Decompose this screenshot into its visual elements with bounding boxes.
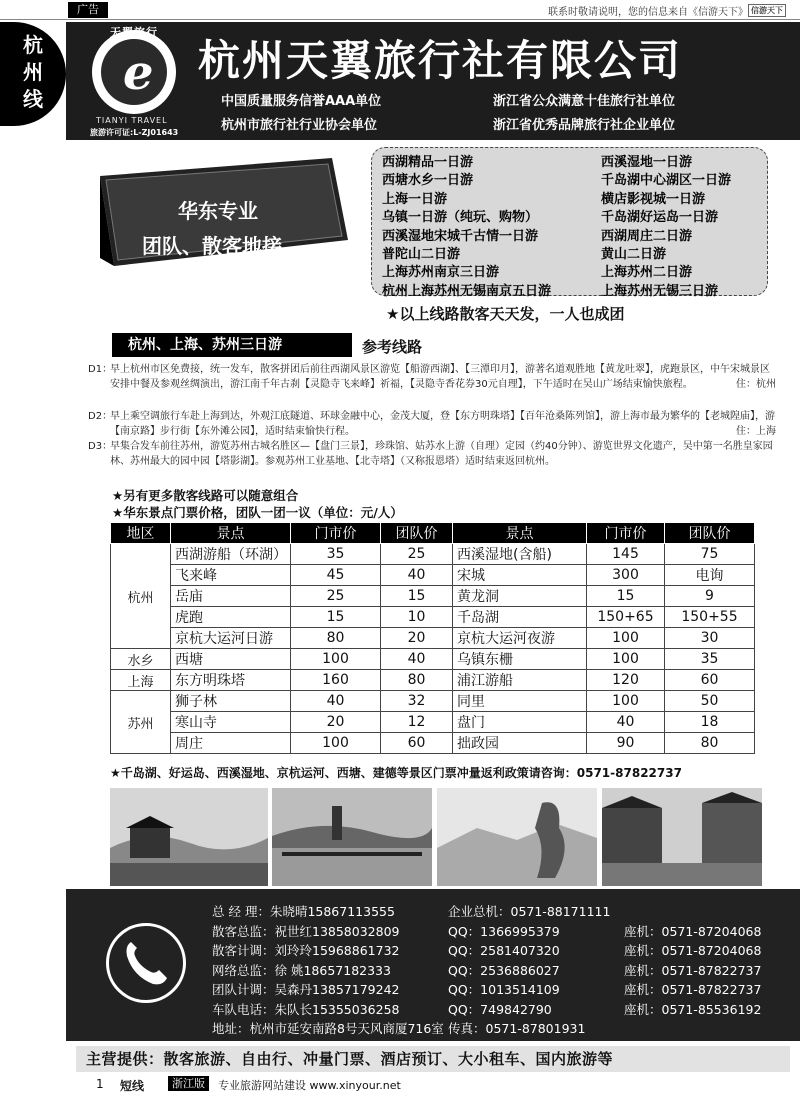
price-cell: 30 [665, 628, 755, 649]
price-cell: 50 [665, 691, 755, 712]
west-lake-photo [272, 788, 432, 886]
logo-letter: e [123, 45, 154, 101]
section-name: 短线 [120, 1079, 145, 1093]
price-cell: 15 [381, 586, 453, 607]
honor-item: 浙江省公众满意十佳旅行社单位 [493, 94, 676, 109]
column-header: 景点 [453, 523, 587, 544]
day-text: 早集合发车前往苏州，游览苏州古城名胜区—【盘门三景】，珍珠馆、姑苏水上游（自理）定园（约40分钟）、游览世界文化遗产，吴中第一名胜皇家园林、苏州最大的园中园【塔影湖】。参观苏州工业基地、【北寺塔】（又称报恩塔）适时结束返回杭州。 [110, 441, 773, 467]
website-text: 专业旅游网站建设 www.xinyour.net [218, 1079, 401, 1092]
price-cell: 32 [381, 691, 453, 712]
table-row [111, 607, 755, 628]
attraction-cell: 乌镇东栅 [453, 649, 587, 670]
price-cell: 80 [291, 628, 381, 649]
route-item: 西湖周庄二日游 [601, 228, 693, 244]
price-cell: 40 [587, 712, 665, 733]
water-town-photo [602, 788, 762, 886]
price-cell: 120 [587, 670, 665, 691]
price-cell: 18 [665, 712, 755, 733]
table-row [111, 628, 755, 649]
attraction-cell: 飞来峰 [171, 565, 291, 586]
price-cell: 80 [665, 733, 755, 754]
contact-field: 散客总监：祝世红13858032809 [212, 923, 400, 939]
contact-field: 传真：0571-87801931 [448, 1021, 586, 1036]
day-label: D3： [88, 441, 113, 452]
price-cell: 60 [665, 670, 755, 691]
route-item: 普陀山二日游 [382, 247, 461, 262]
price-cell: 300 [587, 565, 665, 586]
services-banner: 主营提供：散客旅游、自由行、冲量门票、酒店预订、大小租车、国内旅游等 [76, 1046, 790, 1072]
attraction-cell: 同里 [453, 691, 587, 712]
contact-field: 地址：杭州市延安南路8号天风商厦716室 [212, 1021, 444, 1036]
day-label: D1： [88, 364, 113, 375]
contact-field: 座机：0571-87822737 [624, 962, 762, 978]
license-number: 旅游许可证:L-ZJ01643 [90, 128, 179, 137]
bottom-bar [0, 1075, 800, 1093]
attraction-cell: 京杭大运河日游 [171, 628, 291, 649]
attraction-cell: 岳庙 [171, 586, 291, 607]
day-text: 早上杭州市区免费接，统一发车，散客拼团后前往西湖风景区游览【船游西湖】、【三潭印月】，游著名道观胜地【黄龙吐翠】，虎跑景区，中午宋城景区安排中餐及参观丝绸演出，游江南千年古刹【灵隐寺飞来峰】祈福，【灵隐寺香花券30元自理】，下午适时在吴山广场结束愉快旅程。 [110, 364, 770, 390]
itinerary-title: 杭州、上海、苏州三日游 [112, 333, 352, 357]
table-row [111, 712, 755, 733]
ad-tag: 广告 [68, 2, 108, 18]
table-row [111, 544, 755, 565]
attraction-cell: 周庄 [171, 733, 291, 754]
price-cell: 20 [291, 712, 381, 733]
attraction-cell: 寒山寺 [171, 712, 291, 733]
column-header: 景点 [171, 523, 291, 544]
price-cell: 160 [291, 670, 381, 691]
column-header: 团队价 [665, 523, 755, 544]
itinerary-day [88, 362, 776, 392]
itinerary-day [88, 439, 776, 469]
price-cell: 150+65 [587, 607, 665, 628]
region-cell: 上海 [111, 670, 171, 691]
attraction-cell: 黄龙洞 [453, 586, 587, 607]
route-item: 西塘水乡一日游 [382, 173, 474, 189]
arrow-right-icon [340, 333, 352, 357]
region-cell: 杭州 [111, 544, 171, 649]
price-cell: 100 [291, 649, 381, 670]
attraction-cell: 狮子林 [171, 691, 291, 712]
route-item: 乌镇一日游（纯玩、购物） [382, 210, 539, 226]
table-row [111, 586, 755, 607]
price-cell: 25 [291, 586, 381, 607]
price-cell: 15 [587, 586, 665, 607]
column-header: 门市价 [291, 523, 381, 544]
contact-footer [66, 889, 800, 1041]
route-item: 上海一日游 [382, 191, 448, 207]
contact-field: QQ：2581407320 [448, 943, 560, 958]
day-lodging: 住：杭州 [736, 379, 776, 390]
company-logo [92, 30, 176, 114]
attraction-cell: 拙政园 [453, 733, 587, 754]
contact-field: 企业总机：0571-88171111 [448, 904, 611, 919]
honor-item: 中国质量服务信誉AAA单位 [221, 94, 382, 109]
contact-field: QQ：1366995379 [448, 923, 560, 939]
price-cell: 150+55 [665, 607, 755, 628]
rock-pillar-photo [437, 788, 597, 886]
column-header: 地区 [111, 523, 171, 544]
attraction-cell: 宋城 [453, 565, 587, 586]
price-cell: 40 [381, 649, 453, 670]
page-number: 1 [96, 1077, 104, 1091]
ticket-price-table [110, 522, 755, 754]
attraction-cell: 盘门 [453, 712, 587, 733]
source-notice: 联系时敬请说明，您的信息来自《信游天下》 [548, 7, 748, 18]
price-cell: 100 [587, 628, 665, 649]
route-item: 西溪湿地宋城千古情一日游 [382, 228, 539, 244]
contact-field: 散客计调：刘玲玲15968861732 [212, 943, 400, 958]
table-row [111, 649, 755, 670]
column-header: 门市价 [587, 523, 665, 544]
price-cell: 9 [665, 586, 755, 607]
price-cell: 电询 [665, 565, 755, 586]
price-cell: 35 [291, 544, 381, 565]
day-text: 早上乘空调旅行车赴上海到达，外观江底隧道、环球金融中心，金茂大厦，登【东方明珠塔】【百年沧桑陈列馆】，游上海市最为繁华的【老城隍庙】，游【南京路】步行街【东外滩公园】，适时结束愉快行程。 [110, 411, 775, 437]
price-cell: 75 [665, 544, 755, 565]
logo-cn-text: 天翼旅行 [110, 26, 158, 39]
table-header-row [111, 523, 755, 544]
table-row [111, 670, 755, 691]
price-cell: 20 [381, 628, 453, 649]
attraction-cell: 千岛湖 [453, 607, 587, 628]
price-cell: 80 [381, 670, 453, 691]
price-cell: 145 [587, 544, 665, 565]
route-item: 西溪湿地一日游 [601, 155, 693, 170]
table-row [111, 691, 755, 712]
price-cell: 100 [587, 691, 665, 712]
promo-line: ★千岛湖、好运岛、西溪湿地、京杭运河、西塘、建德等景区门票冲量返利政策请咨询：0571-87822737 [110, 766, 682, 780]
side-tab-label: 杭 州 线 [23, 33, 43, 111]
route-item: 横店影视城一日游 [601, 191, 706, 207]
edition-badge: 浙江版 [168, 1076, 209, 1091]
price-cell: 40 [381, 565, 453, 586]
price-cell: 10 [381, 607, 453, 628]
contact-field: 座机：0571-87822737 [624, 982, 762, 997]
contact-field: QQ：2536886027 [448, 962, 560, 978]
banner-subtitle: 团队、散客地接 [142, 234, 282, 258]
price-cell: 25 [381, 544, 453, 565]
phone-icon [106, 923, 186, 1003]
route-side-tab [0, 22, 66, 126]
attraction-cell: 西塘 [171, 649, 291, 670]
attraction-cell: 虎跑 [171, 607, 291, 628]
route-item: 西湖精品一日游 [382, 155, 474, 170]
contact-field: 总 经 理：朱晓晴15867113555 [212, 904, 395, 919]
table-row [111, 733, 755, 754]
day-lodging: 住：上海 [736, 426, 776, 437]
company-header [66, 22, 800, 140]
daily-departure-note: ★以上线路散客天天发，一人也成团 [386, 305, 625, 323]
ticket-price-note: ★华东景点门票价格，团队一团一议（单位：元/人） [112, 505, 403, 520]
route-item: 千岛湖好运岛一日游 [601, 210, 719, 226]
logo-emblem-icon [101, 39, 167, 105]
price-cell: 12 [381, 712, 453, 733]
route-item: 上海苏州无锡三日游 [601, 283, 719, 299]
table-row [111, 565, 755, 586]
price-cell: 90 [587, 733, 665, 754]
company-name: 杭州天翼旅行社有限公司 [198, 36, 683, 85]
itinerary-day [88, 409, 776, 439]
route-item: 黄山二日游 [601, 247, 667, 262]
price-cell: 100 [291, 733, 381, 754]
publication-logo: 信游天下 [748, 4, 786, 17]
attraction-cell: 西溪湿地(含船) [453, 544, 587, 565]
attraction-cell: 浦江游船 [453, 670, 587, 691]
day-label: D2： [88, 411, 113, 422]
contact-field: 网络总监：徐 姚18657182333 [212, 962, 391, 978]
lake-pavilion-photo [110, 788, 268, 886]
price-cell: 45 [291, 565, 381, 586]
price-cell: 100 [587, 649, 665, 670]
region-cell: 苏州 [111, 691, 171, 754]
price-cell: 40 [291, 691, 381, 712]
price-cell: 35 [665, 649, 755, 670]
honors-list [221, 90, 781, 138]
itinerary-ref-label: 参考线路 [362, 338, 423, 356]
contact-field: 座机：0571-87204068 [624, 943, 762, 958]
contact-field: QQ：749842790 [448, 1001, 552, 1017]
contact-field: QQ：1013514109 [448, 982, 560, 997]
honor-item: 浙江省优秀品牌旅行社企业单位 [493, 118, 676, 133]
attraction-cell: 京杭大运河夜游 [453, 628, 587, 649]
region-cell: 水乡 [111, 649, 171, 670]
more-routes-note: ★另有更多散客线路可以随意组合 [112, 488, 299, 503]
price-cell: 60 [381, 733, 453, 754]
attraction-cell: 西湖游船（环湖） [171, 544, 291, 565]
contact-field: 座机：0571-85536192 [624, 1001, 762, 1017]
logo-en-text: TIANYI TRAVEL [96, 116, 168, 125]
route-item: 上海苏州二日游 [601, 265, 693, 281]
price-cell: 15 [291, 607, 381, 628]
top-bar [0, 0, 800, 20]
contact-field: 车队电话：朱队长15355036258 [212, 1001, 400, 1017]
route-item: 上海苏州南京三日游 [382, 265, 500, 281]
contact-field: 团队计调：吴森丹13857179242 [212, 982, 400, 997]
honor-item: 杭州市旅行社行业协会单位 [221, 118, 378, 133]
banner-title: 华东专业 [178, 199, 258, 223]
route-item: 千岛湖中心湖区一日游 [601, 173, 732, 189]
attraction-cell: 东方明珠塔 [171, 670, 291, 691]
column-header: 团队价 [381, 523, 453, 544]
contact-field: 座机：0571-87204068 [624, 923, 762, 939]
route-item: 杭州上海苏州无锡南京五日游 [382, 283, 552, 299]
